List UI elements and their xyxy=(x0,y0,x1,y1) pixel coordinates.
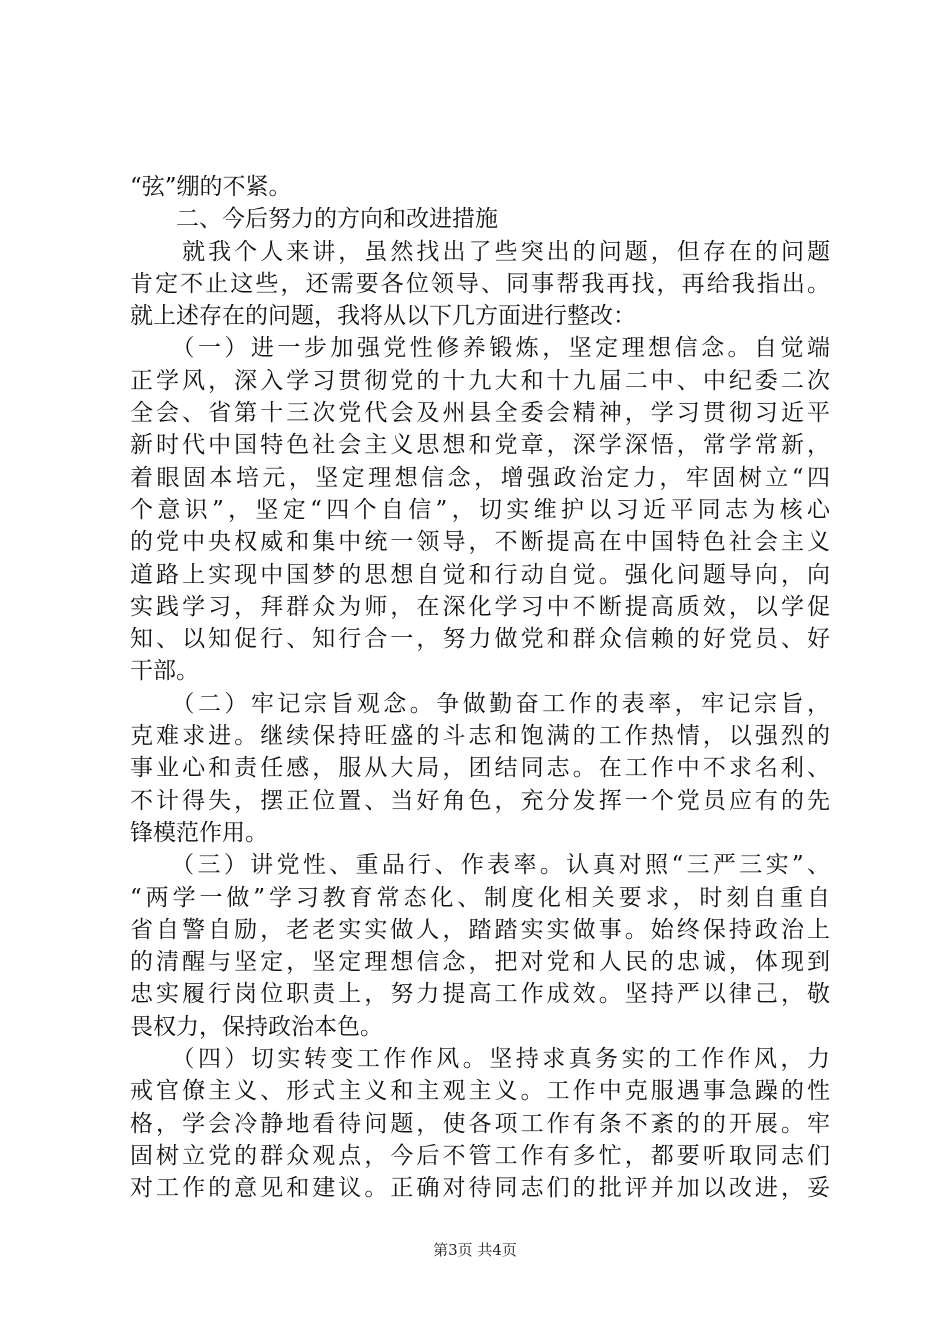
text-line: （三）讲党性、重品行、作表率。认真对照“三严三实”、 xyxy=(130,852,830,879)
text-line: （一）进一步加强党性修养锻炼，坚定理想信念。自觉端 xyxy=(130,335,830,362)
text-line: 实践学习，拜群众为师，在深化学习中不断提高质效，以学促 xyxy=(130,593,830,620)
text-line: 全会、省第十三次党代会及州县全委会精神，学习贯彻习近平 xyxy=(130,400,830,427)
text-line: （二）牢记宗旨观念。争做勤奋工作的表率，牢记宗旨， xyxy=(130,690,830,717)
text-line: 肯定不止这些，还需要各位领导、同事帮我再找，再给我指出。 xyxy=(130,270,830,297)
text-line: 戒官僚主义、形式主义和主观主义。工作中克服遇事急躁的性 xyxy=(130,1078,830,1105)
text-line: 对工作的意见和建议。正确对待同志们的批评并加以改进，妥 xyxy=(130,1175,830,1202)
text-line: 道路上实现中国梦的思想自觉和行动自觉。强化问题导向，向 xyxy=(130,561,830,588)
text-line: 格，学会冷静地看待问题，使各项工作有条不紊的的开展。牢 xyxy=(130,1110,830,1137)
text-line: 克难求进。继续保持旺盛的斗志和饱满的工作热情，以强烈的 xyxy=(130,723,830,750)
text-line: 的党中央权威和集中统一领导，不断提高在中国特色社会主义 xyxy=(130,529,830,556)
text-line: 忠实履行岗位职责上，努力提高工作成效。坚持严以律己，敬 xyxy=(130,981,830,1008)
text-line: 正学风，深入学习贯彻党的十九大和十九届二中、中纪委二次 xyxy=(130,367,830,394)
text-line: 着眼固本培元，坚定理想信念，增强政治定力，牢固树立“四 xyxy=(130,464,830,491)
document-body xyxy=(130,171,830,1205)
text-line: 知、以知促行、知行合一，努力做党和群众信赖的好党员、好 xyxy=(130,626,830,653)
text-line: 干部。 xyxy=(130,658,199,685)
page-number: 第3页 共4页 xyxy=(433,1241,517,1259)
text-line: 不计得失，摆正位置、当好角色，充分发挥一个党员应有的先 xyxy=(130,787,830,814)
text-line: （四）切实转变工作作风。坚持求真务实的工作作风，力 xyxy=(130,1046,830,1073)
text-line: 个意识”，坚定“四个自信”，切实维护以习近平同志为核心 xyxy=(130,496,830,523)
section-heading: 二、今后努力的方向和改进措施 xyxy=(130,206,498,233)
text-line: 事业心和责任感，服从大局，团结同志。在工作中不求名利、 xyxy=(130,755,830,782)
text-line: 就上述存在的问题，我将从以下几方面进行整改： xyxy=(130,303,636,330)
text-line: “弦”绷的不紧。 xyxy=(130,174,292,200)
text-line: 锋模范作用。 xyxy=(130,819,268,846)
text-line: 固树立党的群众观点，今后不管工作有多忙，都要听取同志们 xyxy=(130,1142,830,1169)
text-line: 就我个人来讲，虽然找出了些突出的问题，但存在的问题 xyxy=(130,238,830,265)
text-line: “两学一做”学习教育常态化、制度化相关要求，时刻自重自 xyxy=(130,884,830,911)
text-line: 省自警自励，老老实实做人，踏踏实实做事。始终保持政治上 xyxy=(130,916,830,943)
text-line: 的清醒与坚定，坚定理想信念，把对党和人民的忠诚，体现到 xyxy=(130,949,830,976)
text-line: 畏权力，保持政治本色。 xyxy=(130,1013,383,1040)
text-line: 新时代中国特色社会主义思想和党章，深学深悟，常学常新， xyxy=(130,432,830,459)
